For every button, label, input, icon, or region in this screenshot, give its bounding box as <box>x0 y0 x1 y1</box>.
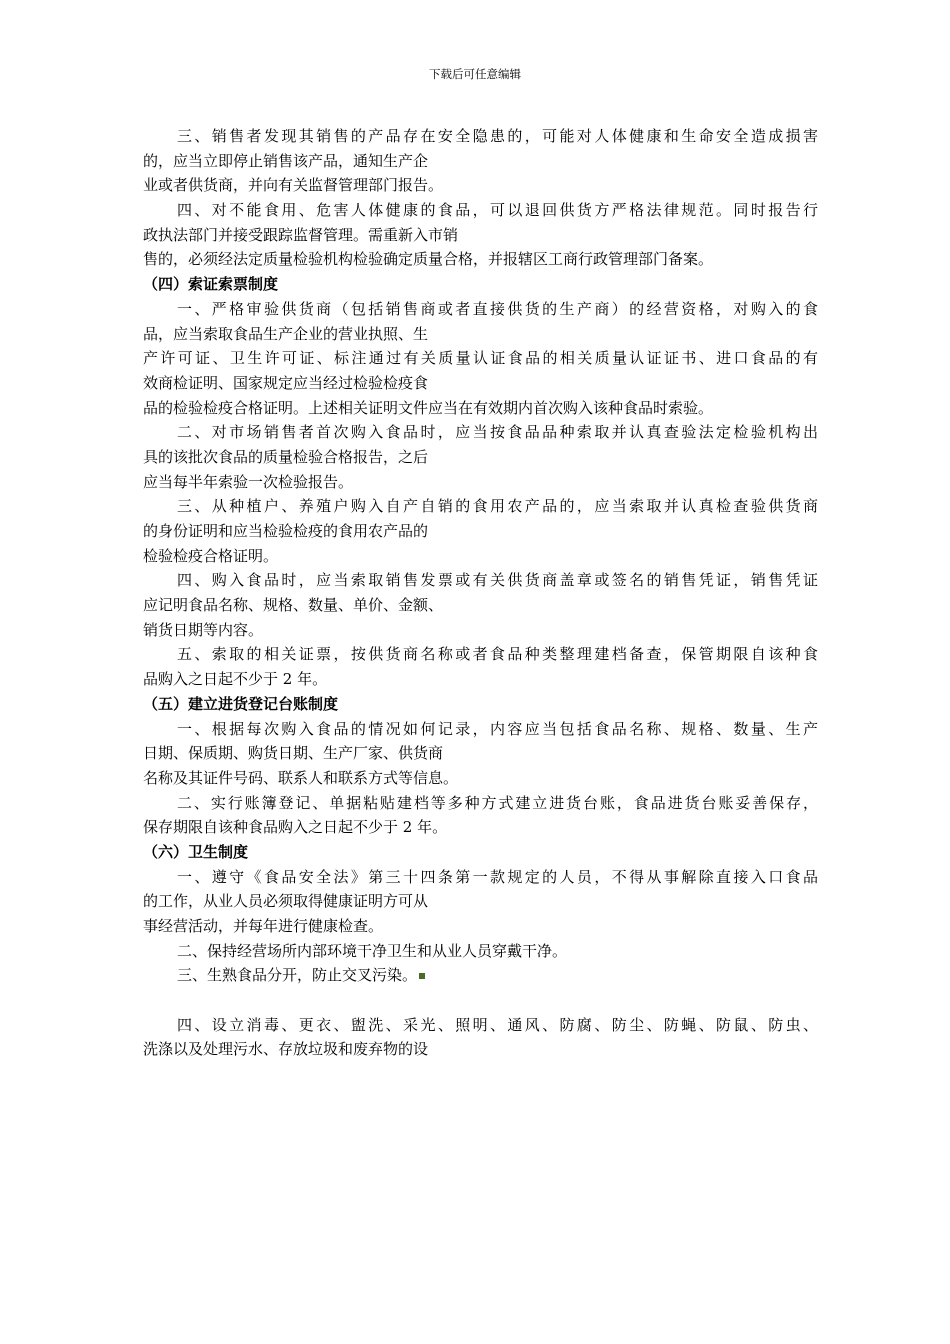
line-text: 四、购入食品时，应当索取销售发票或有关供货商盖章或签名的销售凭证，销售凭证 <box>177 571 818 590</box>
line-text: 业或者供货商，并向有关监督管理部门报告。 <box>143 176 444 195</box>
paragraph-line <box>143 297 818 322</box>
line-text: 三、从种植户、养殖户购入自产自销的食用农产品的，应当索取并认真检查验供货商 <box>177 497 818 516</box>
line-text: 应当每半年索验一次检验报告。 <box>143 472 354 491</box>
line-text: 洗涤以及处理污水、存放垃圾和废弃物的设 <box>143 1040 429 1059</box>
paragraph-line <box>143 815 818 840</box>
paragraph-line <box>143 149 818 174</box>
paragraph-line <box>143 420 818 445</box>
line-text: 事经营活动，并每年进行健康检查。 <box>143 917 384 935</box>
paragraph-line <box>143 791 818 816</box>
paragraph-line <box>143 544 818 569</box>
paragraph-line <box>143 717 818 742</box>
section-heading <box>143 692 818 717</box>
paragraph-line <box>143 667 818 692</box>
page-header: 下载后可任意编辑 <box>429 67 521 81</box>
line-text: （六）卫生制度 <box>143 842 249 861</box>
line-text: 四、对不能食用、危害人体健康的食品，可以退回供货方严格法律规范。同时报告行 <box>177 201 818 220</box>
line-text: 一、根据每次购入食品的情况如何记录，内容应当包括食品名称、规格、数量、生产 <box>177 719 818 738</box>
paragraph-line <box>143 642 818 667</box>
line-text: 品购入之日起不少于 2 年。 <box>143 670 328 689</box>
line-text: 保存期限自该种食品购入之日起不少于 2 年。 <box>143 818 448 837</box>
paragraph-line <box>143 889 818 914</box>
paragraph-line <box>143 593 818 618</box>
anchor-marker-icon <box>419 973 425 979</box>
paragraph-line <box>143 766 818 791</box>
section-heading <box>143 272 818 297</box>
line-text: 产许可证、卫生许可证、标注通过有关质量认证食品的相关质量认证证书、进口食品的有 <box>143 349 818 368</box>
line-text: 的工作，从业人员必须取得健康证明方可从 <box>143 892 429 911</box>
paragraph-line <box>143 322 818 347</box>
line-text: 品，应当索取食品生产企业的营业执照、生 <box>143 324 429 343</box>
blank-line <box>143 988 818 1013</box>
paragraph-line <box>143 223 818 248</box>
paragraph-line <box>143 618 818 643</box>
line-text: 应记明食品名称、规格、数量、单价、金额、 <box>143 596 444 615</box>
line-text: （四）索证索票制度 <box>143 275 279 294</box>
line-text: 的，应当立即停止销售该产品，通知生产企 <box>143 151 429 170</box>
line-text: 一、遵守《食品安全法》第三十四条第一款规定的人员，不得从事解除直接入口食品 <box>177 867 818 886</box>
paragraph-line <box>143 1013 818 1038</box>
line-text: 售的，必须经法定质量检验机构检验确定质量合格，并报辖区工商行政管理部门备案。 <box>143 250 714 269</box>
paragraph-line <box>143 914 818 939</box>
line-text: 五、索取的相关证票，按供货商名称或者食品种类整理建档备查，保管期限自该种食 <box>177 645 818 664</box>
paragraph-line <box>143 741 818 766</box>
paragraph-line <box>143 247 818 272</box>
line-text: 二、保持经营场所内部环境干净卫生和从业人员穿戴干净。 <box>177 941 568 960</box>
paragraph-line <box>143 371 818 396</box>
paragraph-line <box>143 173 818 198</box>
line-text: 品的检验检疫合格证明。上述相关证明文件应当在有效期内首次购入该种食品时索验。 <box>143 398 714 417</box>
document-body <box>143 124 818 1062</box>
line-text: 二、实行账簿登记、单据粘贴建档等多种方式建立进货台账，食品进货台账妥善保存， <box>177 793 818 812</box>
line-text: 四、设立消毒、更衣、盥洗、采光、照明、通风、防腐、防尘、防蝇、防鼠、防虫、 <box>177 1015 818 1034</box>
line-text: 检验检疫合格证明。 <box>143 546 279 565</box>
line-text: 政执法部门并接受跟踪监督管理。需重新入市销 <box>143 225 459 244</box>
line-text: 具的该批次食品的质量检验合格报告，之后 <box>143 447 429 466</box>
line-text: 日期、保质期、购货日期、生产厂家、供货商 <box>143 744 444 763</box>
line-text: 三、生熟食品分开，防止交叉污染。 <box>177 966 418 985</box>
paragraph-line <box>143 963 818 988</box>
paragraph-line <box>143 396 818 421</box>
paragraph-line <box>143 939 818 964</box>
paragraph-line <box>143 494 818 519</box>
paragraph-line <box>143 198 818 223</box>
paragraph-line <box>143 1037 818 1062</box>
paragraph-line <box>143 519 818 544</box>
line-text: 销货日期等内容。 <box>143 620 264 639</box>
paragraph-line <box>143 568 818 593</box>
line-text: 二、对市场销售者首次购入食品时，应当按食品品种索取并认真查验法定检验机构出 <box>177 423 818 442</box>
paragraph-line <box>143 865 818 890</box>
line-text: 效商检证明、国家规定应当经过检验检疫食 <box>143 373 429 392</box>
section-heading <box>143 840 818 865</box>
line-text: 名称及其证件号码、联系人和联系方式等信息。 <box>143 768 459 787</box>
line-text: 的身份证明和应当检验检疫的食用农产品的 <box>143 522 429 540</box>
paragraph-line <box>143 124 818 149</box>
paragraph-line <box>143 470 818 495</box>
line-text: 三、销售者发现其销售的产品存在安全隐患的，可能对人体健康和生命安全造成损害 <box>177 127 818 145</box>
paragraph-line <box>143 445 818 470</box>
line-text: 一、严格审验供货商（包括销售商或者直接供货的生产商）的经营资格，对购入的食 <box>177 299 818 318</box>
line-text: （五）建立进货登记台账制度 <box>143 694 339 713</box>
paragraph-line <box>143 346 818 371</box>
